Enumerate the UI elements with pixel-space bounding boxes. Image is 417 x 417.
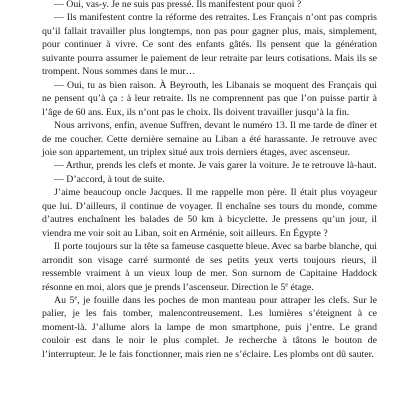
paragraph: Au 5e, je fouille dans les poches de mon manteau pour attraper les clefs. Sur le palier, je les fais tomber, malencontreusement. Les lumières s’éteignent à ce moment-là. J’allume alors la lampe de mon smartphone, puis j’entre. Le grand couloir est dans le noir le plus complet. Je recherche à tâtons le bouton de l’interrupteur. Je le fais fonctionner, mais rien ne s’éclaire. Les plombs ont dû sauter. <box>42 294 377 360</box>
paragraph: — D’accord, à tout de suite. <box>54 173 165 185</box>
paragraph: Il porte toujours sur la tête sa fameuse casquette bleue. Avec sa barbe blanche, qui arrondit son visage carré surmonté de ses petits yeux verts toujours rieurs, il ressemble vraiment à un vieux loup de mer. Son surnom de Capitaine Haddock résonne en moi, alors que je prends l’ascenseur. Direction le 5e étage. <box>42 241 377 293</box>
paragraph: — Oui, vas-y. Je ne suis pas pressé. Ils manifestent pour quoi ? <box>54 0 302 10</box>
paragraph: — Ils manifestent contre la réforme des retraites. Les Français n’ont pas compris qu’il fallait travailler plus longtemps, non pas pour gagner plus, mais, simplement, pour continuer à vivre. Ce sont des enfants gâtés. Ils pensent que la génération suivante pourra assumer le paiement de leur retraite par leurs cotisations. Mais ils se trompent. Nous sommes dans le mur… <box>42 12 377 78</box>
paragraph: — Oui, tu as bien raison. À Beyrouth, les Libanais se moquent des Français qui ne pensent qu’à ça : à leur retraite. Ils ne comprennent pas que l’on puisse partir à l’âge de 60 ans. Eux, ils n’ont pas le choix. Ils doivent travailler jusqu’à la fin. <box>42 79 377 118</box>
paragraph: — Arthur, prends les clefs et monte. Je vais garer la voiture. Je te retrouve là-haut. <box>54 160 377 172</box>
page-text <box>42 0 377 361</box>
paragraph: Nous arrivons, enfin, avenue Suffren, devant le numéro 13. Il me tarde de dîner et de me coucher. Cette dernière semaine au Liban a été harassante. Je retrouve avec joie son appartement, un triplex situé aux trois derniers étages, avec ascenseur. <box>42 120 377 158</box>
paragraph: J’aime beaucoup oncle Jacques. Il me rappelle mon père. Il était plus voyageur que lui. D’ailleurs, il continue de voyager. Il enchaîne ses tours du monde, comme d’autres enchaînent les balades de 50 km à bicyclette. Je pressens qu’un jour, il viendra me voir soit au Liban, soit en Arménie, soit ailleurs. En Égypte ? <box>42 187 377 239</box>
